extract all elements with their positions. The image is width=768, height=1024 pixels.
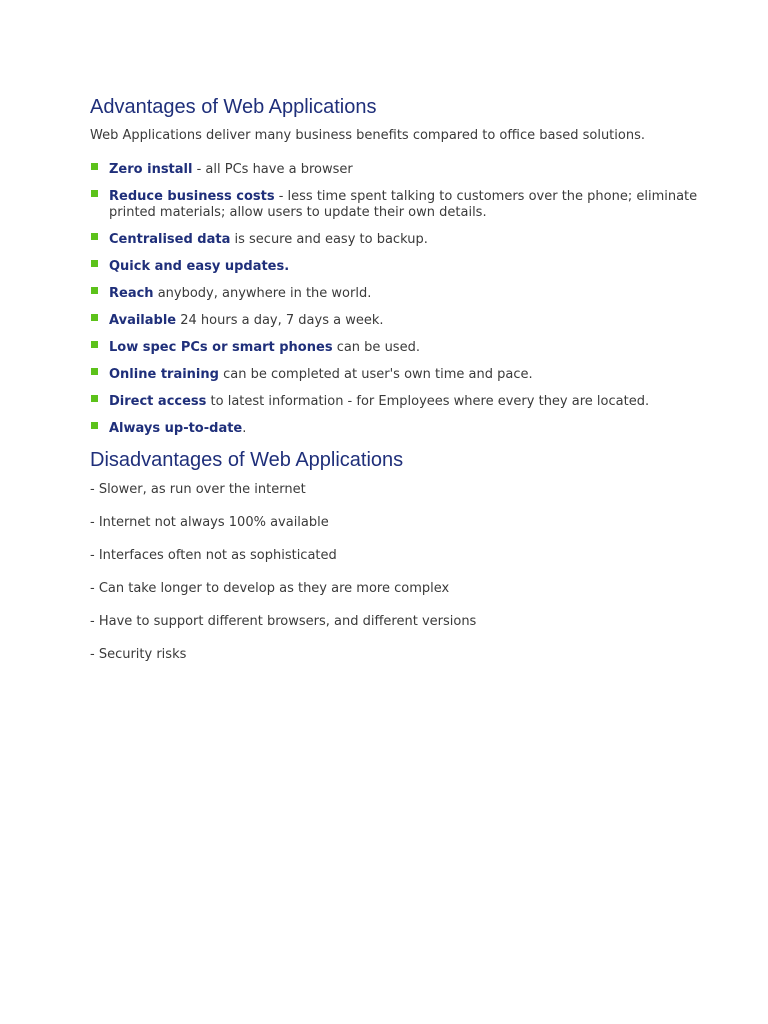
item-term: Reduce business costs	[109, 189, 275, 204]
square-bullet-icon	[91, 395, 98, 402]
list-item	[90, 313, 728, 329]
list-item: - Slower, as run over the internet	[90, 482, 306, 497]
item-text: can be completed at user's own time and pace.	[218, 367, 533, 382]
square-bullet-icon	[91, 422, 98, 429]
list-item: - Internet not always 100% available	[90, 515, 329, 530]
item-text: - less time spent talking to customers over the phone; eliminate printed materials; allow users to update their own details.	[109, 189, 698, 220]
square-bullet-icon	[91, 233, 98, 240]
item-text: .	[242, 421, 247, 436]
item-text: can be used.	[332, 340, 420, 355]
list-item: - Security risks	[90, 647, 187, 662]
item-text: anybody, anywhere in the world.	[153, 286, 372, 301]
item-text: is secure and easy to backup.	[230, 232, 428, 247]
item-term: Always up-to-date	[109, 421, 243, 436]
item-term: Low spec PCs or smart phones	[109, 340, 333, 355]
list-item	[90, 394, 728, 410]
list-item	[90, 232, 728, 248]
item-term: Direct access	[109, 394, 207, 409]
list-item	[90, 162, 728, 178]
list-item	[90, 259, 728, 275]
item-term: Centralised data	[109, 232, 231, 247]
square-bullet-icon	[91, 341, 98, 348]
disadvantages-heading: Disadvantages of Web Applications	[90, 449, 404, 471]
list-item: - Have to support different browsers, and different versions	[90, 614, 477, 629]
item-term: Online training	[109, 367, 219, 382]
square-bullet-icon	[91, 190, 98, 197]
list-item	[90, 286, 728, 302]
item-text: 24 hours a day, 7 days a week.	[176, 313, 384, 328]
item-text: to latest information - for Employees where every they are located.	[206, 394, 650, 409]
square-bullet-icon	[91, 287, 98, 294]
advantages-intro: Web Applications deliver many business benefits compared to office based solutions.	[90, 128, 645, 143]
list-item	[90, 421, 728, 437]
list-item	[90, 367, 728, 383]
item-term: Quick and easy updates.	[109, 259, 290, 274]
list-item: - Interfaces often not as sophisticated	[90, 548, 337, 563]
item-term: Zero install	[109, 162, 193, 177]
square-bullet-icon	[91, 368, 98, 375]
item-text: - all PCs have a browser	[192, 162, 353, 177]
square-bullet-icon	[91, 314, 98, 321]
list-item	[90, 340, 728, 356]
square-bullet-icon	[91, 163, 98, 170]
disadvantages-list	[90, 482, 728, 663]
item-term: Available	[109, 313, 177, 328]
list-item	[90, 189, 728, 221]
advantages-list	[90, 162, 728, 437]
advantages-heading: Advantages of Web Applications	[90, 96, 377, 118]
item-term: Reach	[109, 286, 154, 301]
list-item: - Can take longer to develop as they are more complex	[90, 581, 450, 596]
square-bullet-icon	[91, 260, 98, 267]
